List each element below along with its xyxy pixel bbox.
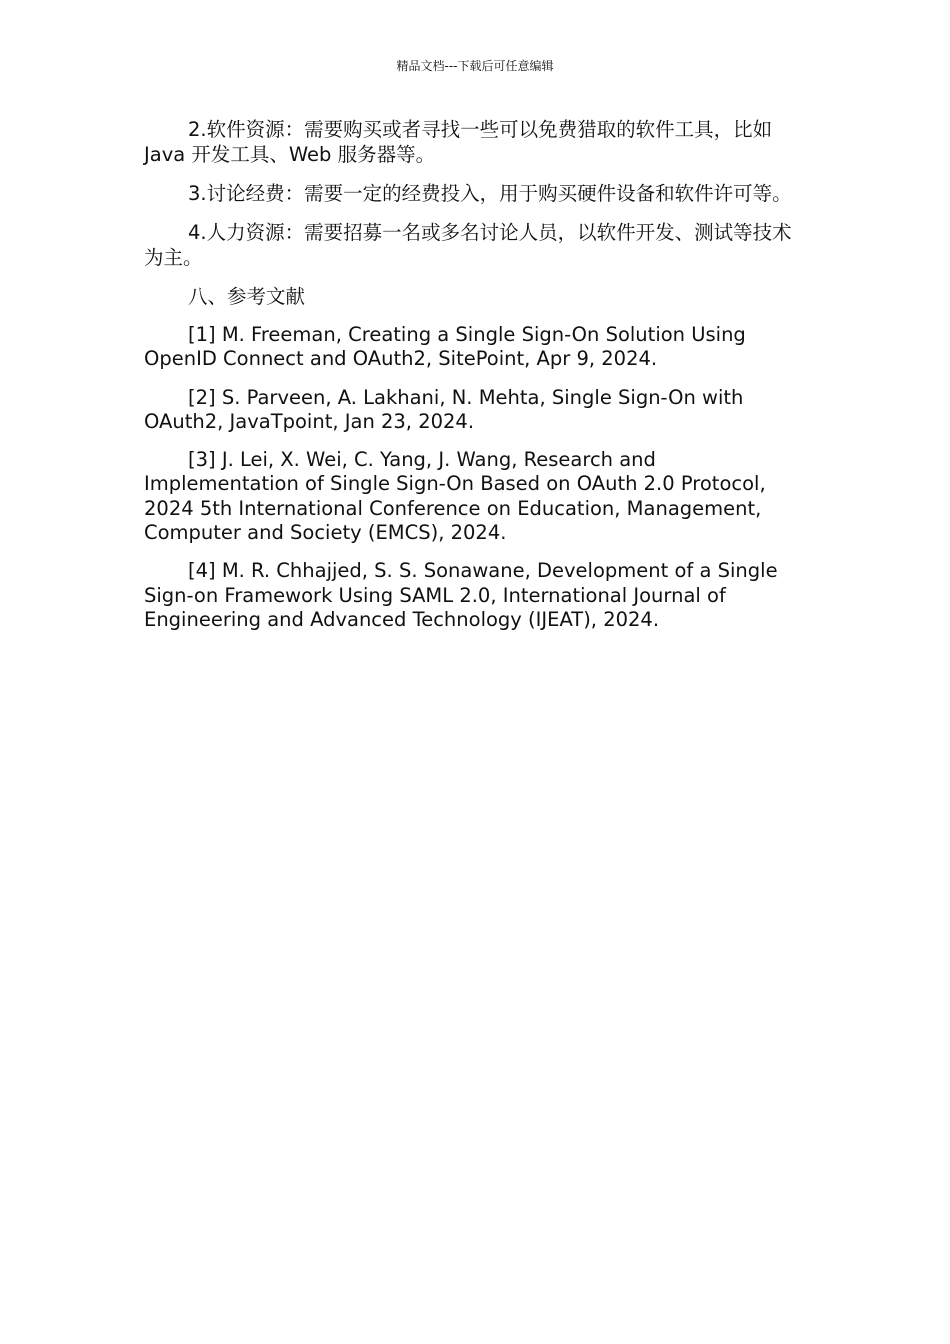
paragraph-software-resources: 2.软件资源：需要购买或者寻找一些可以免费猎取的软件工具，比如 Java 开发工具、Web 服务器等。 [144,118,773,166]
paragraph-human-resources: 4.人力资源：需要招募一名或多名讨论人员，以软件开发、测试等技术为主。 [144,221,792,269]
reference-item-2: [2] S. Parveen, A. Lakhani, N. Mehta, Single Sign-On with OAuth2, JavaTpoint, Jan 23, 2024. [144,385,744,433]
reference-item-1: [1] M. Freeman, Creating a Single Sign-On Solution Using OpenID Connect and OAuth2, SitePoint, Apr 9, 2024. [144,323,746,371]
document-body [144,117,809,646]
paragraph-research-funding: 3.讨论经费：需要一定的经费投入，用于购买硬件设备和软件许可等。 [188,182,792,205]
reference-item-3: [3] J. Lei, X. Wei, C. Yang, J. Wang, Research and Implementation of Single Sign-On Based on OAuth 2.0 Protocol, 2024 5th International Conference on Education, Management, Computer and Society (EMCS), 2024. [144,448,766,545]
section-heading-references: 八、参考文献 [188,285,306,308]
reference-item-4: [4] M. R. Chhajjed, S. S. Sonawane, Development of a Single Sign-on Framework Using SAML 2.0, International Journal of Engineering and Advanced Technology (IJEAT), 2024. [144,559,778,631]
page-header: 精品文档---下载后可任意编辑 [396,59,554,73]
